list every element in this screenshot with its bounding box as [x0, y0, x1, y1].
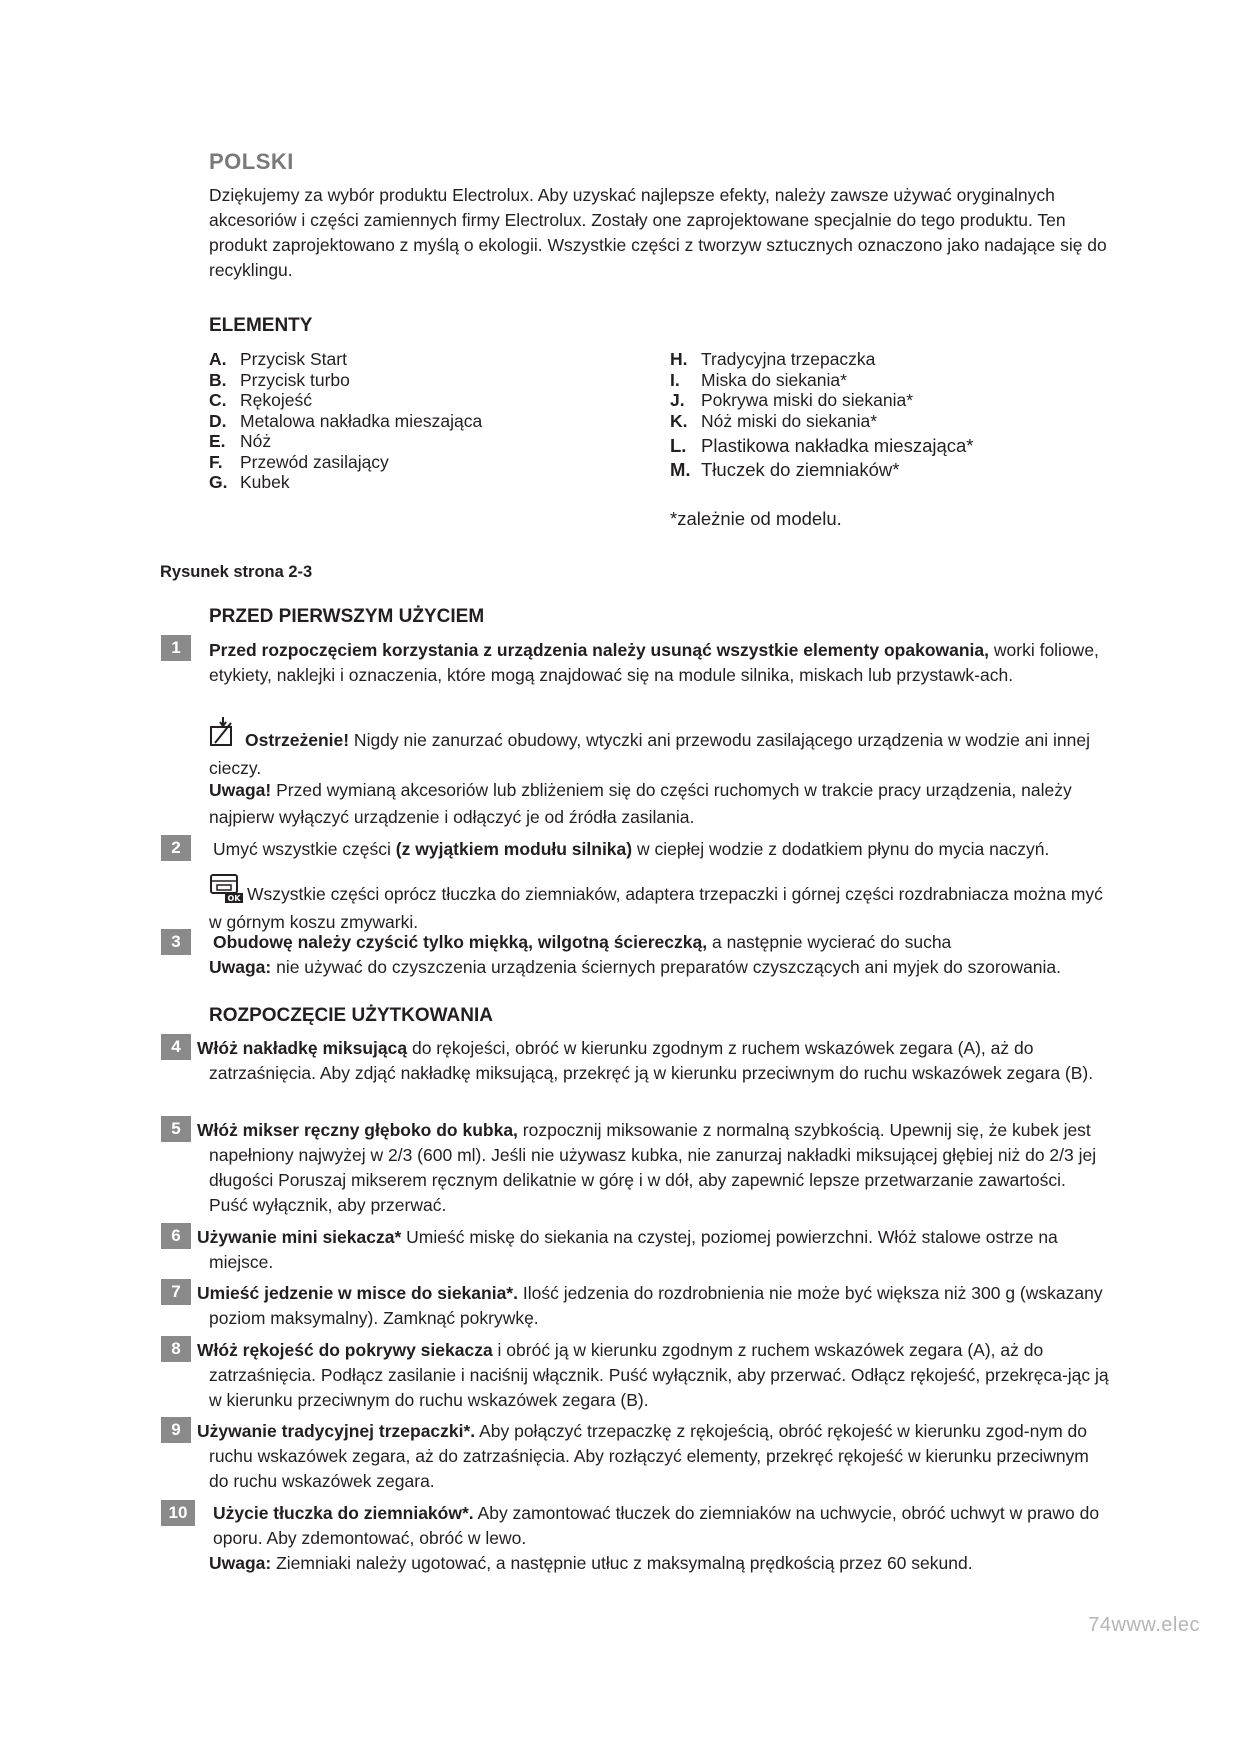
elements-heading: ELEMENTY	[209, 315, 313, 336]
list-item: E. Nóż	[209, 431, 272, 451]
svg-text:OK: OK	[227, 894, 241, 903]
dishwasher-safe-icon	[209, 873, 243, 910]
list-item: C. Rękojeść	[209, 390, 312, 410]
step-3-note: Uwaga: nie używać do czyszczenia urządzenia ściernych preparatów czyszczących ani myjek do szorowania.	[209, 957, 1062, 977]
step-number-badge: 6	[161, 1223, 191, 1249]
page-footer: 74www.elec	[1088, 1614, 1200, 1636]
step-number-badge: 1	[161, 635, 191, 661]
step-number-badge: 7	[161, 1279, 191, 1305]
list-item: K. Nóż miski do siekania*	[670, 410, 878, 431]
step-4-text: Włóż nakładkę miksującą do rękojeści, obróć w kierunku zgodnym z ruchem wskazówek zegara (A), aż do zatrzaśnięcia. Aby zdjąć nakładkę miksującą, przekręć ją w kierunku przeciwnym do ruchu wskazówek zegara (B).	[197, 1038, 1094, 1083]
step-10-text: Użycie tłuczka do ziemniaków*. Aby zamontować tłuczek do ziemniaków na uchwycie, obróć uchwyt w prawo do oporu. Aby zdemontować, obróć w lewo.	[213, 1503, 1100, 1548]
list-item: L. Plastikowa nakładka mieszająca*	[670, 435, 974, 456]
final-note: Uwaga: Ziemniaki należy ugotować, a następnie utłuc z maksymalną prędkością przez 60 sekund.	[209, 1553, 973, 1573]
step-number-badge: 3	[161, 929, 191, 955]
list-item: M. Tłuczek do ziemniaków*	[670, 459, 900, 480]
step-8-text: Włóż rękojeść do pokrywy siekacza i obróć ją w kierunku zgodnym z ruchem wskazówek zegara (A), aż do zatrzaśnięcia. Podłącz zasilanie i naciśnij włącznik. Puść wyłącznik, aby przerwać. Odłącz rękojeść, przekręca-jąc ją w kierunku przeciwnym do ruchu wskazówek zegara (B).	[197, 1340, 1109, 1410]
warning-immersion-icon	[209, 717, 241, 756]
figure-reference: Rysunek strona 2-3	[160, 563, 313, 581]
note-paragraph: Uwaga! Przed wymianą akcesoriów lub zbliżeniem się do części ruchomych w trakcie pracy urządzenia, należy najpierw wyłączyć urządzenie i odłączyć je od źródła zasilania.	[209, 780, 1072, 827]
section-heading-before-first-use: PRZED PIERWSZYM UŻYCIEM	[209, 606, 485, 627]
step-7-text: Umieść jedzenie w misce do siekania*. Ilość jedzenia do rozdrobnienia nie może być większa niż 300 g (wskazany poziom maksymalny). Zamknąć pokrywkę.	[197, 1283, 1103, 1328]
step-number-badge: 10	[161, 1500, 195, 1526]
step-number-badge: 9	[161, 1417, 191, 1443]
list-item: F. Przewód zasilający	[209, 451, 389, 472]
footnote: *zależnie od modelu.	[670, 508, 842, 529]
step-number-badge: 4	[161, 1034, 191, 1060]
step-number-badge: 5	[161, 1116, 191, 1142]
list-item: B. Przycisk turbo	[209, 369, 350, 390]
step-2-text: Umyć wszystkie części (z wyjątkiem modułu silnika) w ciepłej wodzie z dodatkiem płynu do mycia naczyń.	[213, 839, 1050, 859]
intro-paragraph: Dziękujemy za wybór produktu Electrolux. Aby uzyskać najlepsze efekty, należy zawsze używać oryginalnych akcesoriów i części zamiennych firmy Electrolux. Zostały one zaprojektowane specjalnie do tego produktu. Ten produkt zaprojektowano z myślą o ekologii. Wszystkie części z tworzyw sztucznych oznaczono jako nadające się do recyklingu.	[209, 185, 1107, 280]
list-item: I. Miska do siekania*	[670, 369, 847, 390]
step-number-badge: 2	[161, 835, 191, 861]
elements-list-left	[209, 349, 482, 493]
step-3-text: Obudowę należy czyścić tylko miękką, wilgotną ściereczką, a następnie wycierać do sucha	[213, 932, 952, 952]
dishwasher-paragraph: OK Wszystkie części oprócz tłuczka do ziemniaków, adaptera trzepaczki i górnej części rozdrabniacza można myć w górnym koszu zmywarki.	[209, 873, 1119, 935]
list-item: J. Pokrywa miski do siekania*	[670, 390, 914, 410]
step-5-text: Włóż mikser ręczny głęboko do kubka, rozpocznij miksowanie z normalną szybkością. Upewnij się, że kubek jest napełniony najwyżej w 2/3 (600 ml). Jeśli nie używasz kubka, nie zanurzaj nakładki miksującej głębiej niż do 2/3 jej długości Poruszaj mikserem ręcznym delikatnie w górę i w dół, aby zapewnić lepsze przetwarzanie zawartości. Puść wyłącznik, aby przerwać.	[197, 1120, 1097, 1215]
step-6-text: Używanie mini siekacza* Umieść miskę do siekania na czystej, poziomej powierzchni. Włóż stalowe ostrze na miejsce.	[197, 1227, 1058, 1272]
section-heading-start-use: ROZPOCZĘCIE UŻYTKOWANIA	[209, 1005, 493, 1026]
list-item: H. Tradycyjna trzepaczka	[670, 349, 876, 369]
step-9-text: Używanie tradycyjnej trzepaczki*. Aby połączyć trzepaczkę z rękojeścią, obróć rękojeść w kierunku zgod-nym do ruchu wskazówek zegara, aż do zatrzaśnięcia. Aby rozłączyć elementy, przekręć rękojeść w kierunku przeciwnym do ruchu wskazówek zegara.	[197, 1421, 1089, 1491]
list-item: A. Przycisk Start	[209, 349, 347, 369]
language-heading: POLSKI	[209, 149, 294, 174]
list-item: G. Kubek	[209, 472, 290, 492]
step-1-text: Przed rozpoczęciem korzystania z urządzenia należy usunąć wszystkie elementy opakowania, worki foliowe, etykiety, naklejki i oznaczenia, które mogą znajdować się na module silnika, miskach lub przystawk-ach.	[209, 640, 1099, 685]
elements-list-right	[670, 349, 974, 482]
step-number-badge: 8	[161, 1336, 191, 1362]
list-item: D. Metalowa nakładka mieszająca	[209, 410, 483, 431]
warning-paragraph: Ostrzeżenie! Nigdy nie zanurzać obudowy, wtyczki ani przewodu zasilającego urządzenia w wodzie ani innej cieczy.	[209, 717, 1119, 781]
